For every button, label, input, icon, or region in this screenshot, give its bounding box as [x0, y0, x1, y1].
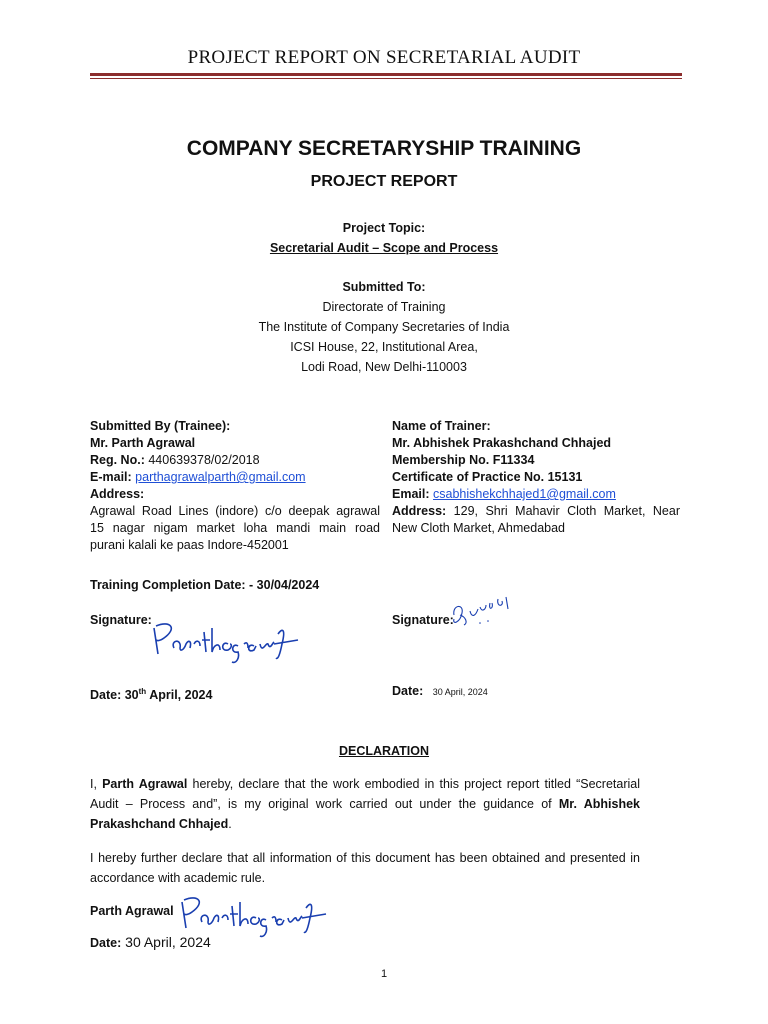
trainer-cop: Certificate of Practice No. 15131 — [392, 470, 583, 484]
page-number: 1 — [380, 968, 388, 980]
trainer-email-label: Email: — [392, 487, 430, 501]
decl-guide: Mr. Abhishek Prakashchand Chhajed — [90, 797, 640, 831]
submitted-to-line: ICSI House, 22, Institutional Area, — [290, 340, 478, 354]
page-header: PROJECT REPORT ON SECRETARIAL AUDIT — [187, 47, 581, 68]
trainee-address-line: 15 nagar nigam market loha mandi main road — [90, 521, 380, 535]
completion-date: Training Completion Date: - 30/04/2024 — [90, 578, 320, 592]
trainee-address-line: Agrawal Road Lines (indore) c/o deepak agrawal — [90, 504, 380, 518]
date-right-value: 30 April, 2024 — [432, 687, 488, 697]
date-left — [90, 683, 212, 704]
trainee-signature — [148, 614, 308, 666]
declaration-paragraph-1 — [90, 774, 640, 834]
trainer-email-link[interactable]: csabhishekchhajed1@gmail.com — [433, 487, 616, 501]
trainee-address-label: Address: — [90, 487, 145, 501]
decl-date-label: Date: — [90, 936, 122, 950]
header-rule-thick — [90, 73, 682, 76]
decl-text: hereby, declare that the work embodied in this project report titled “Secretarial Audit – Process and”, is my original work carried out under the guidance of — [90, 777, 641, 811]
date-right — [392, 683, 488, 701]
trainer-email — [392, 486, 680, 503]
trainee-email — [90, 469, 380, 486]
trainer-address-line2: New Cloth Market, Ahmedabad — [392, 521, 566, 535]
decl-end: . — [228, 817, 232, 831]
signature-label-left: Signature: — [90, 613, 152, 627]
declaration-date — [90, 934, 211, 950]
trainer-membership: Membership No. F11334 — [392, 453, 535, 467]
declaration-heading: DECLARATION — [338, 744, 430, 758]
document-title: COMPANY SECRETARYSHIP TRAINING — [186, 137, 582, 160]
date-left-label: Date: 30 — [90, 688, 139, 703]
date-left-rest: April, 2024 — [146, 688, 213, 703]
header-rule-thin — [90, 78, 682, 79]
submitted-to-line: Lodi Road, New Delhi-110003 — [301, 360, 467, 374]
trainer-name: Mr. Abhishek Prakashchand Chhajed — [392, 436, 612, 450]
decl-text: I, — [90, 777, 103, 791]
trainee-address-line: purani kalali ke paas Indore-452001 — [90, 538, 289, 552]
submitted-to-line: Directorate of Training — [322, 300, 446, 314]
trainer-address-line1: 129, Shri Mahavir Cloth Market, Near — [446, 504, 680, 518]
declaration-signer: Parth Agrawal — [90, 904, 174, 918]
trainer-heading: Name of Trainer: — [392, 419, 491, 433]
decl-date-value: 30 April, 2024 — [121, 934, 211, 950]
trainee-email-link[interactable]: parthagrawalparth@gmail.com — [135, 470, 306, 484]
decl-name: Parth Agrawal — [102, 777, 188, 791]
trainee-heading: Submitted By (Trainee): — [90, 419, 231, 433]
submitted-to-line: The Institute of Company Secretaries of India — [258, 320, 510, 334]
declaration-paragraph-2: I hereby further declare that all information of this document has been obtained and presented in accordance with academic rule. — [90, 851, 640, 885]
reg-label: Reg. No.: — [90, 453, 145, 467]
trainer-address-label: Address: — [392, 504, 447, 518]
reg-value: 440639378/02/2018 — [144, 453, 260, 467]
document-subtitle: PROJECT REPORT — [310, 173, 458, 190]
date-right-label: Date: — [392, 684, 424, 698]
trainer-block — [392, 418, 680, 537]
topic-value: Secretarial Audit – Scope and Process — [269, 241, 499, 255]
declaration-signature — [176, 888, 336, 940]
trainee-reg — [90, 452, 380, 469]
trainee-block — [90, 418, 380, 554]
trainer-signature — [450, 593, 520, 635]
topic-label: Project Topic: — [342, 221, 426, 235]
submitted-to-label: Submitted To: — [342, 280, 426, 294]
trainee-name: Mr. Parth Agrawal — [90, 436, 196, 450]
email-label: E-mail: — [90, 470, 132, 484]
date-left-sup: th — [138, 687, 147, 696]
signature-label-right: Signature: — [392, 613, 454, 627]
trainer-address — [392, 503, 680, 520]
